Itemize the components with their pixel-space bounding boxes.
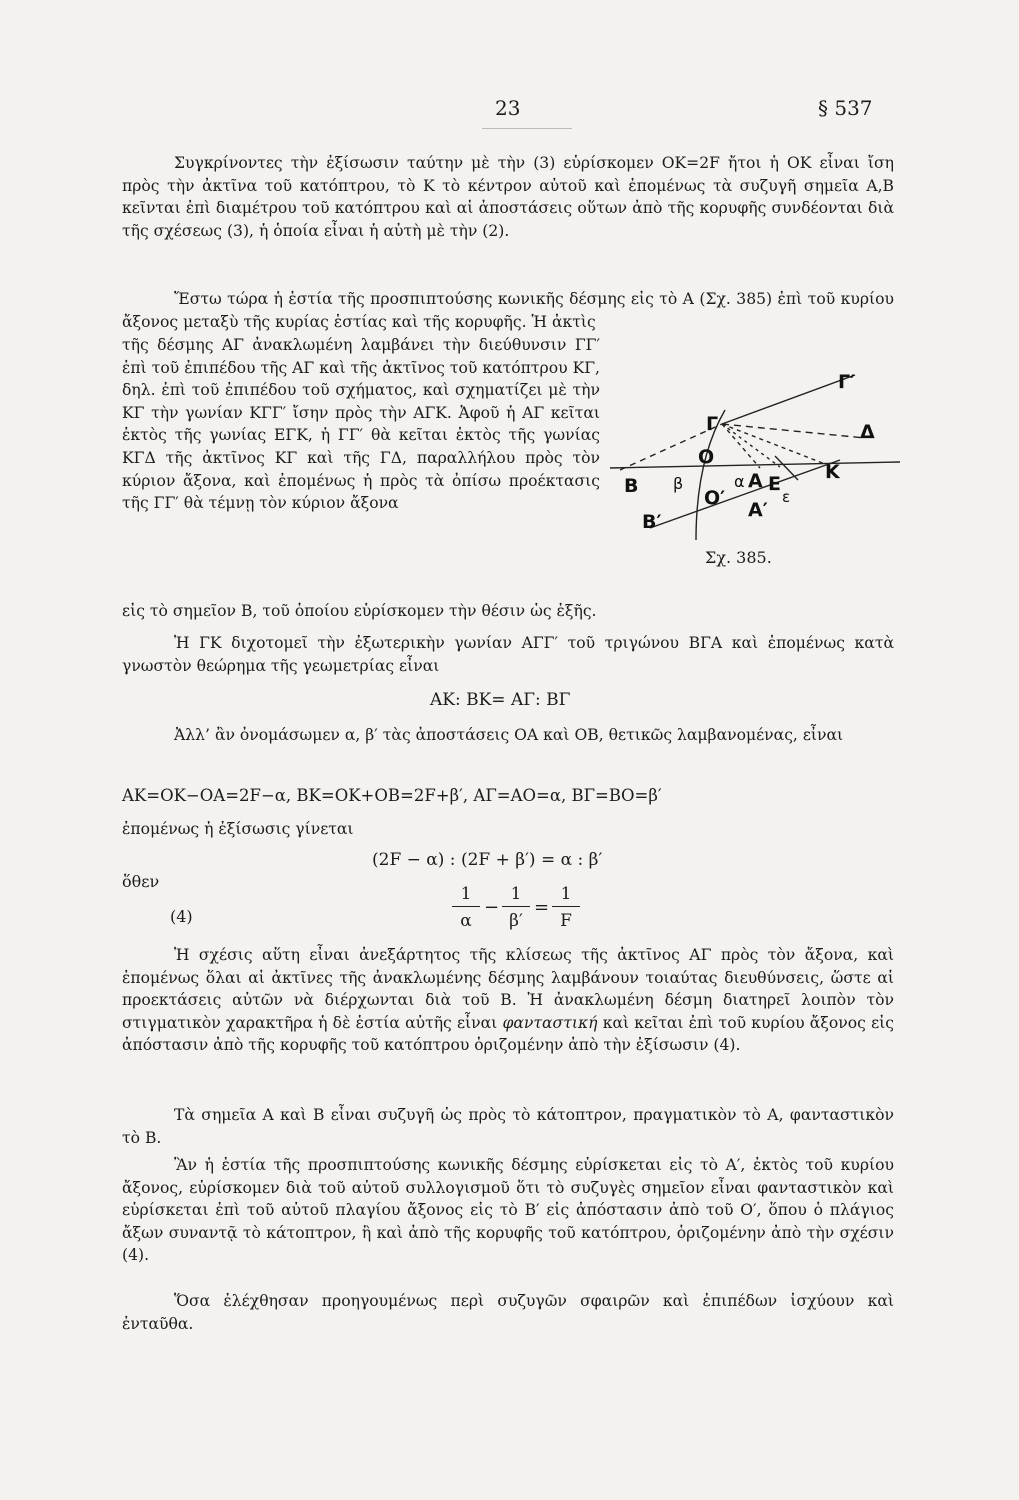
paragraph-3: Ἡ ΓΚ διχοτομεῖ τὴν ἐξωτερικὴν γωνίαν ΑΓΓ′ τοῦ τριγώνου ΒΓΑ καὶ ἐπομένως κατὰ γνωστὸν θεώρημα τῆς γεωμετρίας εἶναι: [122, 634, 894, 675]
paragraph-7: Τὰ σημεῖα Α καὶ Β εἶναι συζυγῆ ὡς πρὸς τὸ κάτοπτρον, πραγματικὸν τὸ Α, φανταστικὸν τὸ Β.: [122, 1106, 894, 1147]
paragraph-4: Ἀλλ’ ἂν ὀνομάσωμεν α, β′ τὰς ἀποστάσεις ΟΑ καὶ ΟΒ, θετικῶς λαμβανομένας, εἶναι: [174, 726, 844, 744]
paragraph-1: Συγκρίνοντες τὴν ἐξίσωσιν ταύτην μὲ τὴν (3) εὑρίσκομεν ΟΚ=2F ἤτοι ἡ ΟΚ εἶναι ἴση πρὸς τὴν ἀκτῖνα τοῦ κατόπτρου, τὸ Κ τὸ κέντρον αὐτοῦ καὶ ἐπομένως τὰ συζυγῆ σημεῖα Α,Β κεῖνται ἐπὶ διαμέτρου τοῦ κατόπτρου καὶ αἱ ἀποστάσεις οὕτων ἀπὸ τῆς κορυφῆς συνδέονται διὰ τῆς σχέσεως (3), ἡ ὁποία εἶναι ἡ αὐτὴ μὲ τὴν (2).: [122, 154, 894, 240]
equation-4-label: (4): [170, 907, 193, 926]
oblique-axis: [650, 460, 840, 528]
fraction-1-over-alpha: [452, 884, 480, 931]
label-b: Β: [624, 475, 639, 497]
paragraph-6-italic: φανταστική: [502, 1013, 598, 1032]
figure-385: [610, 360, 902, 580]
label-g-prime: Γ′: [838, 371, 856, 393]
fraction-3-denominator: F: [560, 911, 572, 931]
minus-sign: −: [484, 897, 500, 918]
label-d: Δ: [860, 421, 875, 443]
parallel-ray: [722, 424, 865, 438]
paragraph-2-intro: Ἔστω τώρα ἡ ἑστία τῆς προσπιπτούσης κωνικῆς δέσμης εἰς τὸ Α (Σχ. 385) ἐπὶ τοῦ κυρίου ἄξονος μεταξὺ τῆς κυρίας ἑστίας καὶ τῆς κορυφῆς. Ἡ ἀκτὶς: [122, 290, 894, 331]
paragraph-6-start: Ἡ σχέσις αὕτη εἶναι ἀνεξάρτητος τῆς κλίσεως τῆς ἀκτῖνος ΑΓ πρὸς τὸν ἄξονα, καὶ ἐπομένως ὅλαι αἱ ἀκτῖνες τῆς ἀνακλωμένης δέσμης λαμβάνουν τοιαύτας διευθύνσεις, ὥστε αἱ προεκτάσεις αὐτῶν νὰ διέρχωνται διὰ τοῦ Β. Ἡ ἀνακλωμένη δέσμη διατηρεῖ λοιπὸν τὸν στιγματικὸν χαρακτῆρα ἡ δὲ ἑστία αὐτῆς εἶναι: [122, 946, 894, 1032]
paragraph-5: ἐπομένως ἡ ἐξίσωσις γίνεται: [122, 820, 354, 838]
label-b-prime: Β′: [642, 511, 662, 533]
label-o: Ο: [698, 446, 715, 468]
label-beta: β: [673, 474, 684, 493]
section-number: § 537: [818, 96, 873, 120]
fraction-2-numerator: 1: [502, 884, 530, 907]
paragraph-6-end: καὶ κεῖται ἐπὶ τοῦ κυρίου ἄξονος εἰς ἀπόστασιν ἀπὸ τῆς κορυφῆς τοῦ κατόπτρου ὁριζομένην ἀπὸ τὴν ἐξίσωσιν (4).: [122, 1013, 894, 1055]
label-alpha: α: [734, 472, 745, 491]
fraction-1-over-beta: [502, 884, 530, 931]
label-a-prime: Α′: [748, 499, 768, 521]
label-g: Γ: [706, 413, 719, 435]
equals-sign: =: [534, 897, 550, 918]
bisector-ray: [722, 424, 780, 467]
fraction-1-over-f: [552, 884, 580, 931]
figure-caption: Σχ. 385.: [705, 548, 772, 567]
label-k: Κ: [825, 461, 840, 483]
fraction-1-numerator: 1: [452, 884, 480, 907]
equation-3: (2F − α) : (2F + β′) = α : β′: [372, 850, 603, 870]
paragraph-6: [122, 944, 894, 1057]
paragraph-2-end: εἰς τὸ σημεῖον Β, τοῦ ὁποίου εὑρίσκομεν τὴν θέσιν ὡς ἑξῆς.: [122, 602, 597, 620]
equation-1: ΑΚ: ΒΚ= ΑΓ: ΒΓ: [430, 690, 571, 710]
reflected-ray: [722, 375, 855, 424]
fraction-2-denominator: β′: [509, 911, 523, 931]
label-a: Α: [748, 470, 763, 492]
label-o-prime: Ο′: [704, 487, 726, 509]
equation-2: ΑΚ=ΟΚ−ΟΑ=2F−α, ΒΚ=ΟΚ+ΟΒ=2F+β′, ΑΓ=ΑΟ=α, ΒΓ=ΒΟ=β′: [122, 786, 662, 805]
fraction-1-denominator: α: [460, 911, 472, 931]
paragraph-8: Ἂν ἡ ἑστία τῆς προσπιπτούσης κωνικῆς δέσμης εὑρίσκεται εἰς τὸ Α′, ἐκτὸς τοῦ κυρίου ἄξονος, εὑρίσκομεν διὰ τοῦ αὐτοῦ συλλογισμοῦ ὅτι τὸ συζυγὲς σημεῖον εἶναι φανταστικὸν καὶ εὑρίσκεται ἐπὶ τοῦ αὐτοῦ πλαγίου ἄξονος εἰς τὸ Β′ εἰς ἀπόστασιν ἀπὸ τοῦ Ο′, ὅπου ὁ πλάγιος ἄξων συναντᾷ τὸ κάτοπτρον, ἢ καὶ ἀπὸ τῆς κορυφῆς τοῦ κατόπτρου, ὁριζομένην ἀπὸ τὴν σχέσιν (4).: [122, 1156, 894, 1265]
label-epsilon: ε: [782, 488, 791, 506]
page-number: 23: [495, 96, 521, 120]
radius-ray: [722, 424, 825, 464]
paragraph-9: Ὅσα ἐλέχθησαν προηγουμένως περὶ συζυγῶν σφαιρῶν καὶ ἐπιπέδων ἰσχύουν καὶ ἐνταῦθα.: [122, 1292, 894, 1333]
incident-ray: [722, 424, 760, 468]
paragraph-2-wrapped: τῆς δέσμης ΑΓ ἀνακλωμένη λαμβάνει τὴν διεύθυνσιν ΓΓ′ ἐπὶ τοῦ ἐπιπέδου τῆς ΑΓ καὶ τῆς ἀκτῖνος τοῦ κατόπτρου ΚΓ, δηλ. ἐπὶ τοῦ ἐπιπέδου τοῦ σχήματος, καὶ σχηματίζει μὲ τὴν ΚΓ τὴν γωνίαν ΚΓΓ′ ἴσην πρὸς τὴν ΑΓΚ. Ἀφοῦ ἡ ΑΓ κεῖται ἐκτὸς τῆς γωνίας ΕΓΚ, ἡ ΓΓ′ θὰ κεῖται ἐκτὸς τῆς γωνίας ΚΓΔ τῆς ἀκτῖνος ΚΓ καὶ τῆς ΓΔ, παραλλήλου πρὸς τὸν κύριον ἄξονα, καὶ ἐπομένως ἡ πρὸς τὰ ὀπίσω προέκτασις τῆς ΓΓ′ θὰ τέμνῃ τὸν κύριον ἄξονα: [122, 336, 600, 513]
fraction-3-numerator: 1: [552, 884, 580, 907]
label-e: Ε: [768, 473, 781, 495]
othen-label: ὅθεν: [122, 872, 160, 891]
header-rule: [482, 128, 572, 129]
